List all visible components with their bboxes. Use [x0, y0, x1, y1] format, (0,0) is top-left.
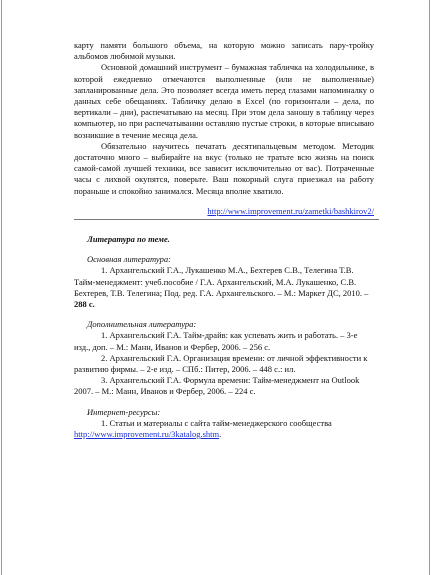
source-link-line [74, 206, 374, 217]
main-literature-heading: Основная литература: [87, 254, 171, 265]
paragraph-typing-method: Обязательно научитесь печатать десятипальцевым методом. Методик достаточно много – выбирайте на вкус (только не тратьте всю жизнь на поиск самой-самой лучшей техники, все зависит исключительно от вас). Потраченные часы с лихвой окупятся, поверьте. Ваш покорный слуга приезжал на работу пораньше и спокойно занимался. Месяца вполне хватило. [74, 140, 374, 196]
paragraph-continuation: карту памяти большого объема, на которую можно записать пару-тройку альбомов любимой музыки. [74, 40, 374, 62]
internet-resource-tail: . [219, 429, 222, 440]
internet-resource-link[interactable]: http://www.improvement.ru/3katalog.shtm [74, 429, 220, 440]
main-literature-item-1-text: 1. Архангельский Г.А., Лукашенко М.А., Бехтерев С.В., Телегина Т.В. Тайм-менеджмент: учеб.пособие / Г.А. Архангельский, М.А. Лукашенко, С.В. Бехтерев, Т.В. Телегина; Под. ред. Г.А. Архангельского. – М.: Маркет ДС, 2010. – [74, 265, 369, 298]
internet-resources-heading: Интернет-ресурсы: [87, 406, 161, 417]
literature-title: Литература по теме. [87, 234, 170, 245]
internet-resource-item-1-text: 1. Статьи и материалы с сайта тайм-менеджерского сообщества [101, 417, 332, 428]
section-divider [74, 219, 379, 220]
page-content [74, 40, 374, 440]
extra-literature-item-3: 3. Архангельский Г.А. Формула времени: Тайм-менеджмент на Outlook 2007. – М.: Манн, Иванов и Фербер, 2006. – 224 с. [74, 375, 360, 397]
main-literature-item-1-pages: 288 с. [74, 299, 95, 310]
paragraph-home-tool: Основной домашний инструмент – бумажная табличка на холодильнике, в которой ежедневно отмечаются выполненные (или не выполненные) запланированные дела. Это позволяет всегда иметь перед глазами напоминалку о данных себе обещаниях. Табличку делаю в Excel (по горизонтали – дела, по вертикали – дни), распечатываю на месяц. При этом дела заношу в таблицу через компьютер, но при распечатывании оставляю пустые строки, в которые вписываю возникшие в течение месяца дела. [74, 62, 374, 140]
extra-literature-item-1: 1. Архангельский Г.А. Тайм-драйв: как успевать жить и работать. – 3-е изд., доп. – М.: Манн, Иванов и Фербер, 2006. – 256 с. [74, 330, 358, 352]
internet-resource-item-1 [74, 418, 374, 440]
extra-literature-item-2: 2. Архангельский Г.А. Организация времени: от личной эффективности к развитию фирмы. – 2-е изд. – СПб.: Питер, 2006. – 448 с.: ил. [74, 352, 368, 375]
document-page [1, 0, 430, 575]
main-literature-item-1 [74, 265, 374, 310]
extra-literature-heading: Дополнительная литература: [87, 319, 197, 330]
source-link[interactable]: http://www.improvement.ru/zametki/bashkirov2/ [207, 205, 374, 216]
